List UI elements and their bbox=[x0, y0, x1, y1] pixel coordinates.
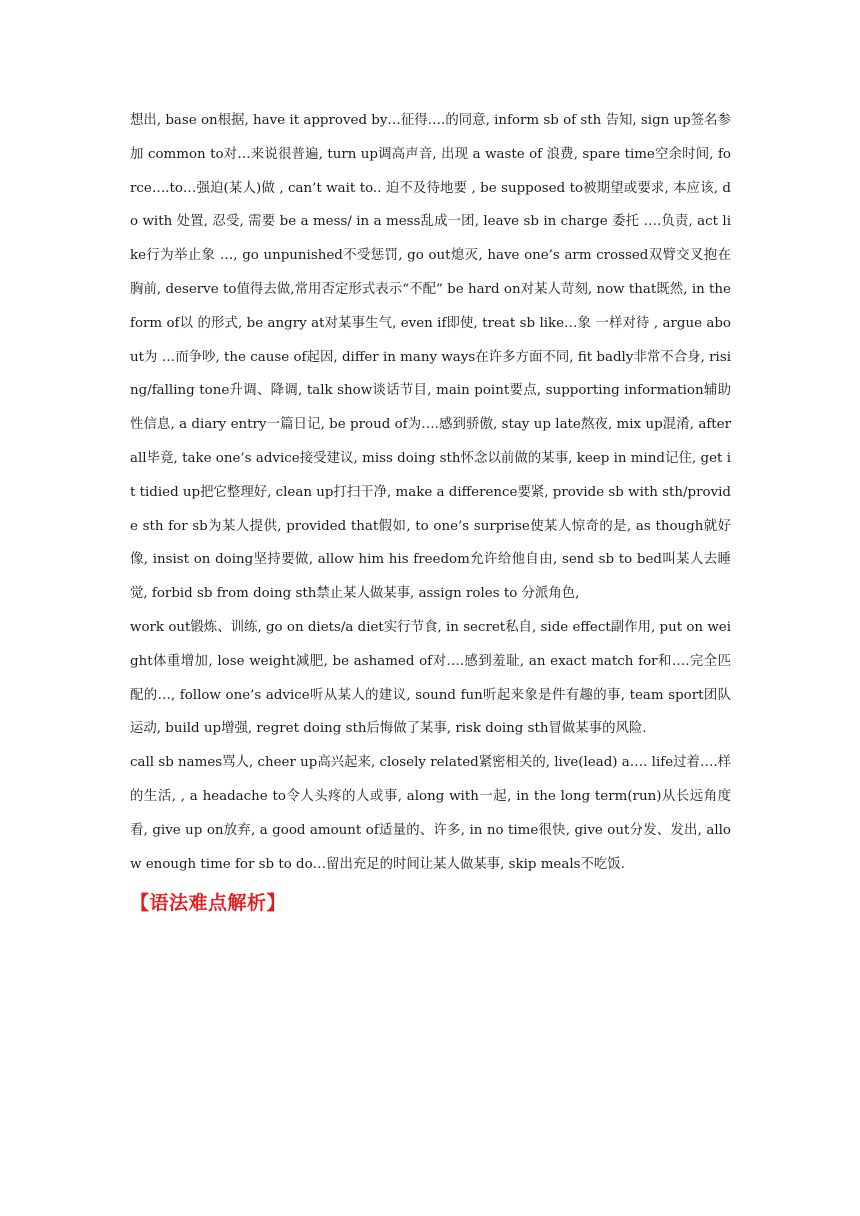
vocab-paragraph-1: 想出, base on根据, have it approved by…征得….的同意, inform sb of sth 告知, sign up签名参加 common to对…来说很普遍, turn up调高声音, 出现 a waste of 浪费, spare time空余时间, force….to…强迫(某人)做 , can’t wait to.. 迫不及待地要 , be supposed to被期望或要求, 本应该, do with 处置, 忍受, 需要 be a mess/ in a mess乱成一团, leave sb in charge 委托 ….负责, act like行为举止象 …, go unpunished不受惩罚, go out熄灭, have one’s arm crossed双臂交叉抱在胸前, deserve to值得去做,常用否定形式表示“不配” be hard on对某人苛刻, now that既然, in the form of以 的形式, be angry at对某事生气, even if即使, treat sb like…象 一样对待 , argue about为 …而争吵, the cause of起因, differ in many ways在许多方面不同, fit badly非常不合身, rising/falling tone升调、降调, talk show谈话节目, main point要点, supporting information辅助性信息, a diary entry一篇日记, be proud of为….感到骄傲, stay up late熬夜, mix up混淆, after all毕竟, take one’s advice接受建议, miss doing sth怀念以前做的某事, keep in mind记住, get it tidied up把它整理好, clean up打扫干净, make a difference要紧, provide sb with sth/provide sth for sb为某人提供, provided that假如, to one’s surprise使某人惊奇的是, as though就好像, insist on doing坚持要做, allow him his freedom允许给他自由, send sb to bed叫某人去睡觉, forbid sb from doing sth禁止某人做某事, assign roles to 分派角色, bbox=[130, 113, 731, 602]
document-page bbox=[130, 104, 731, 923]
vocab-paragraph-3: call sb names骂人, cheer up高兴起来, closely related紧密相关的, live(lead) a…. life过着….样的生活, , a headache to令人头疼的人或事, along with一起, in the long term(run)从长远角度看, give up on放弃, a good amount of适量的、许多, in no time很快, give out分发、发出, allow enough time for sb to do…留出充足的时间让某人做某事, skip meals不吃饭. bbox=[130, 755, 731, 872]
vocab-paragraph-2: work out锻炼、训练, go on diets/a diet实行节食, in secret私自, side effect副作用, put on weight体重增加, lose weight减肥, be ashamed of对….感到羞耻, an exact match for和….完全匹配的…, follow one’s advice听从某人的建议, sound fun听起来象是件有趣的事, team sport团队运动, build up增强, regret doing sth后悔做了某事, risk doing sth冒做某事的风险. bbox=[130, 619, 731, 737]
section-heading: 【语法难点解析】 bbox=[130, 892, 287, 915]
